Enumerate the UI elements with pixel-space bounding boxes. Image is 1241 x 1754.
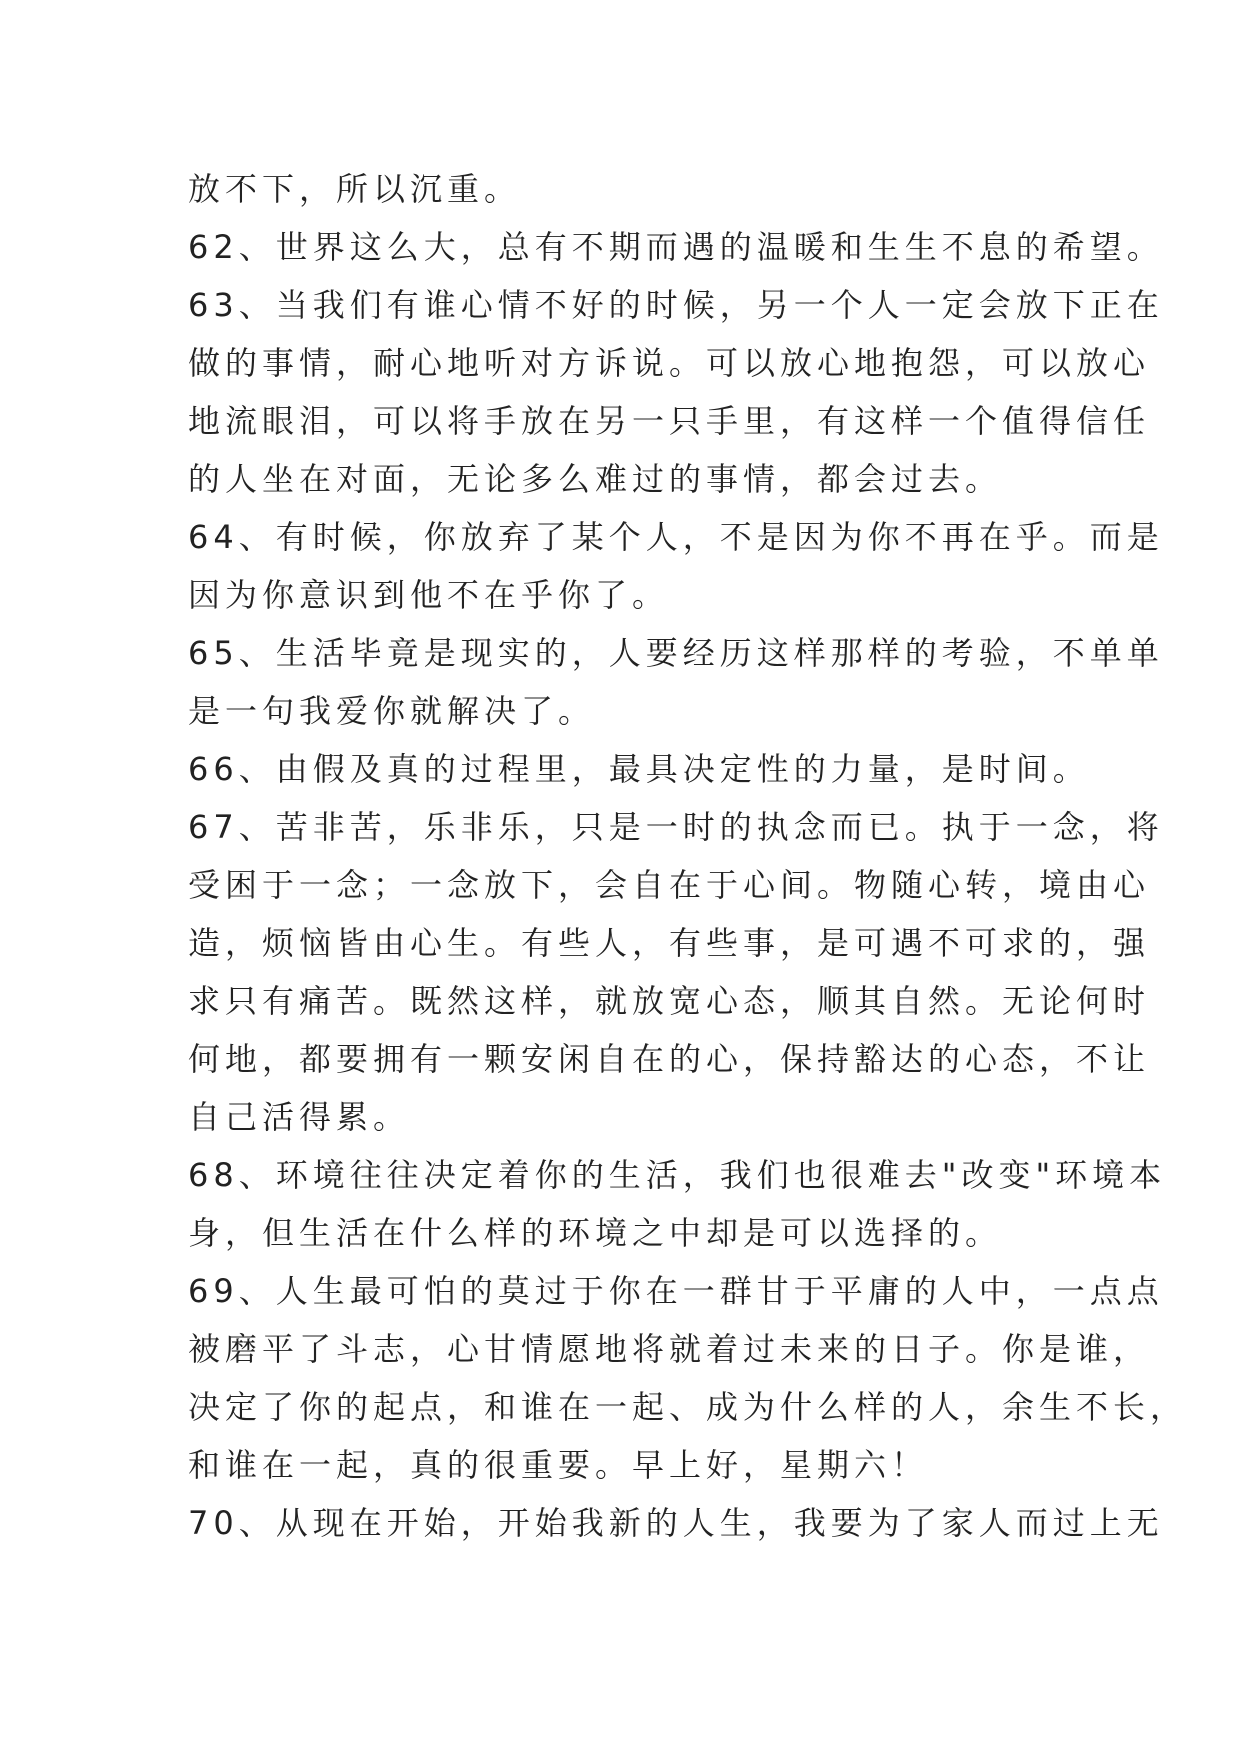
text-line: 造，烦恼皆由心生。有些人，有些事，是可遇不可求的，强 (188, 924, 1151, 962)
text-line: 是一句我爱你就解决了。 (188, 692, 596, 730)
text-line: 因为你意识到他不在乎你了。 (188, 576, 670, 614)
text-line: 身，但生活在什么样的环境之中却是可以选择的。 (188, 1214, 1003, 1252)
text-line: 65、生活毕竟是现实的，人要经历这样那样的考验，不单单 (188, 634, 1164, 672)
text-line: 做的事情，耐心地听对方诉说。可以放心地抱怨，可以放心 (188, 344, 1151, 382)
text-line: 地流眼泪，可以将手放在另一只手里，有这样一个值得信任 (188, 402, 1151, 440)
text-line: 69、人生最可怕的莫过于你在一群甘于平庸的人中，一点点 (188, 1272, 1164, 1310)
document-body (188, 160, 1188, 1552)
text-line: 62、世界这么大，总有不期而遇的温暖和生生不息的希望。 (188, 228, 1164, 266)
text-line: 受困于一念；一念放下，会自在于心间。物随心转，境由心 (188, 866, 1151, 904)
text-line: 68、环境往往决定着你的生活，我们也很难去"改变"环境本 (188, 1156, 1167, 1194)
text-line: 决定了你的起点，和谁在一起、成为什么样的人，余生不长， (188, 1388, 1188, 1426)
text-line: 和谁在一起，真的很重要。早上好，星期六！ (188, 1446, 929, 1484)
text-line: 63、当我们有谁心情不好的时候，另一个人一定会放下正在 (188, 286, 1164, 324)
text-line: 66、由假及真的过程里，最具决定性的力量，是时间。 (188, 750, 1090, 788)
text-line: 被磨平了斗志，心甘情愿地将就着过未来的日子。你是谁， (188, 1330, 1151, 1368)
text-line: 求只有痛苦。既然这样，就放宽心态，顺其自然。无论何时 (188, 982, 1151, 1020)
text-line: 放不下，所以沉重。 (188, 170, 522, 208)
text-line: 自己活得累。 (188, 1098, 411, 1136)
text-line: 70、从现在开始，开始我新的人生，我要为了家人而过上无 (188, 1504, 1164, 1542)
text-line: 67、苦非苦，乐非乐，只是一时的执念而已。执于一念，将 (188, 808, 1164, 846)
text-line: 的人坐在对面，无论多么难过的事情，都会过去。 (188, 460, 1003, 498)
text-line: 64、有时候，你放弃了某个人，不是因为你不再在乎。而是 (188, 518, 1164, 556)
text-line: 何地，都要拥有一颗安闲自在的心，保持豁达的心态，不让 (188, 1040, 1151, 1078)
